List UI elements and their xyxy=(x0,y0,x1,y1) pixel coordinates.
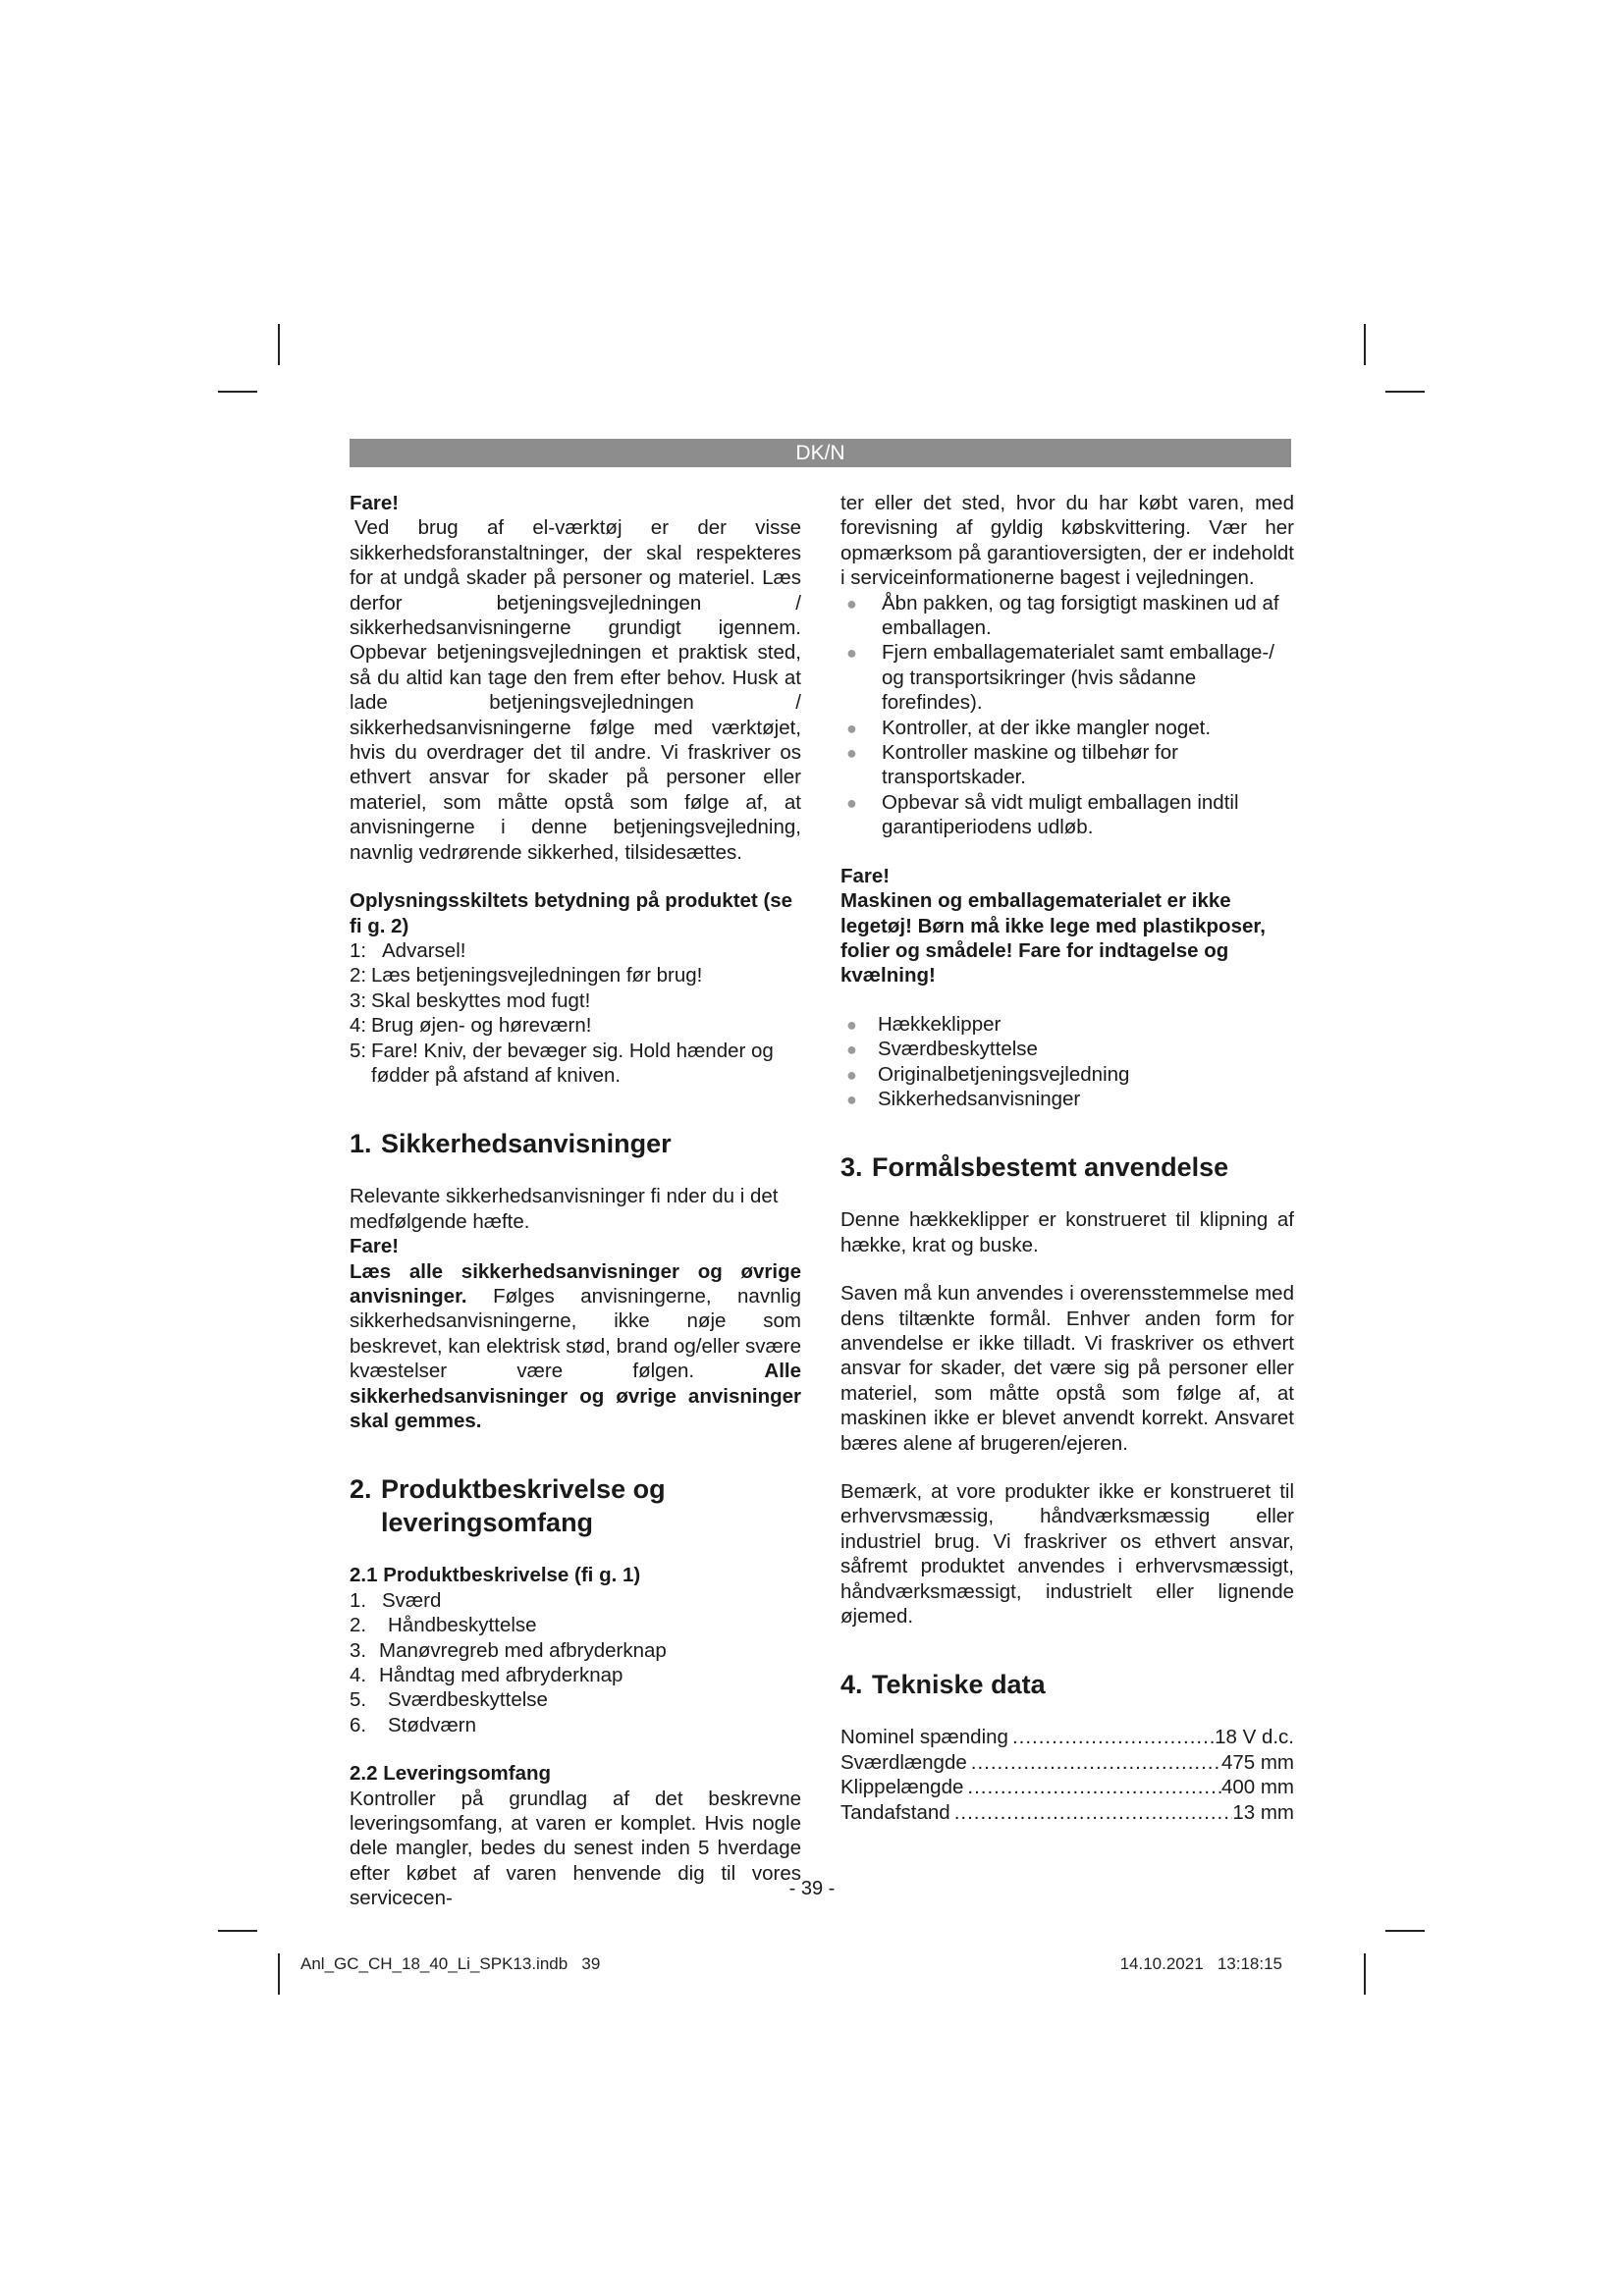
list-item: ● Fjern emballagematerialet samt emballage-/ og transportsikringer (hvis sådanne forefindes). xyxy=(846,641,1274,715)
list-item: 4. Håndtag med afbryderknap xyxy=(350,1664,623,1687)
list-item: ● Sikkerhedsanvisninger xyxy=(840,1087,1294,1111)
crop-mark xyxy=(278,324,280,365)
list-item: 5: Fare! Kniv, der bevæger sig. Hold hænder og fødder på afstand af kniven. xyxy=(350,1039,774,1087)
list-item: 3. Manøvregreb med afbryderknap xyxy=(350,1638,667,1662)
section-3-paragraph: Bemærk, at vore produkter ikke er konstrueret til erhvervsmæssig, håndværksmæssig eller industriel brug. Vi fraskriver os ethvert ansvar, såfremt produktet anvendes i erhvervsmæssigt, håndværksmæssigt, industrielt eller lignende øjemed. xyxy=(840,1480,1294,1629)
crop-mark xyxy=(218,391,257,393)
product-description-heading: 2.1 Produktbeskrivelse (fi g. 1) xyxy=(350,1564,641,1587)
list-item: ● Hækkeklipper xyxy=(840,1012,1294,1037)
list-item: 2: Læs betjeningsvejledningen før brug! xyxy=(350,964,703,988)
bullet-icon: ● xyxy=(846,1089,857,1109)
section-3-paragraph: Denne hækkeklipper er konstrueret til klipning af hække, krat og buske. xyxy=(840,1208,1294,1256)
section-1-intro: Relevante sikkerhedsanvisninger fi nder du i det medfølgende hæfte. xyxy=(350,1185,779,1233)
section-1-danger-label: Fare! xyxy=(350,1235,400,1258)
bullet-icon: ● xyxy=(846,1014,857,1035)
delivery-scope-paragraph: Kontroller på grundlag af det beskrevne leveringsomfang, at varen er komplet. Hvis nogle dele mangler, bedes du senest inden 5 hverdage efter købet af varen henvende dig til vores servicecen- xyxy=(350,1787,801,1910)
crop-mark xyxy=(1364,1953,1366,1995)
spec-row: Nominel spænding ..... 18 V d.c. xyxy=(840,1725,1294,1749)
rating-plate-heading: Oplysningsskiltets betydning på produktet (se fi g. 2) xyxy=(350,889,793,937)
list-item: 1. Sværd xyxy=(350,1588,442,1612)
crop-mark xyxy=(1364,324,1366,365)
delivery-scope-heading: 2.2 Leveringsomfang xyxy=(350,1762,552,1786)
list-item: 4: Brug øjen- og høreværn! xyxy=(350,1014,592,1038)
spec-row: Sværdlængde ..... 475 mm xyxy=(840,1750,1294,1775)
crop-mark xyxy=(1385,391,1425,393)
unpack-steps-list xyxy=(840,591,1294,840)
language-header: DK/N xyxy=(350,439,1291,467)
scope-of-delivery-list xyxy=(840,1012,1294,1112)
product-parts-list xyxy=(350,1588,801,1737)
bullet-icon: ● xyxy=(846,643,857,664)
crop-mark xyxy=(278,1953,280,1995)
footer-timestamp: 14.10.2021 13:18:15 xyxy=(1119,1954,1282,1973)
list-item: ● Opbevar så vidt muligt emballagen indtil garantiperiodens udløb. xyxy=(846,790,1239,839)
danger-heading: Fare! xyxy=(350,492,400,514)
bullet-icon: ● xyxy=(846,593,857,614)
list-item: ● Sværdbeskyttelse xyxy=(840,1037,1294,1061)
list-item: 6. Stødværn xyxy=(350,1713,476,1736)
section-2-heading: 2. Produktbeskrivelse og leveringsomfang xyxy=(350,1474,666,1538)
right-column xyxy=(840,491,1294,1825)
spec-row: Tandafstand ..... 13 mm xyxy=(840,1800,1294,1825)
continued-paragraph: ter eller det sted, hvor du har købt varen, med forevisning af gyldig købskvittering. Vær her opmærksom på garantioversigten, der er indeholdt i serviceinformationerne bagest i vejledningen. xyxy=(840,492,1294,590)
crop-mark xyxy=(218,1930,257,1932)
list-item: 2. Håndbeskyttelse xyxy=(350,1614,537,1637)
list-item: 3: Skal beskyttes mod fugt! xyxy=(350,988,591,1012)
section-1-paragraph: Læs alle sikkerhedsanvisninger og øvrige anvisninger. Følges anvisningerne, navnlig sikkerhedsanvisningerne, ikke nøje som beskrevet, kan elektrisk stød, brand og/eller svære kvæstelser være følgen. Alle sikkerhedsanvisninger og øvrige anvisninger skal gemmes. xyxy=(350,1259,801,1432)
bullet-icon: ● xyxy=(846,1040,857,1060)
section-3-paragraph: Saven må kun anvendes i overensstemmelse med dens tiltænkte formål. Enhver anden form for anvendelse er ikke tilladt. Vi fraskriver os ethvert ansvar for skader, det være sig på personer eller materiel, som måtte opstå som følge af, at maskinen ikke er blevet anvendt korrekt. Ansvaret bæres alene af brugeren/ejeren. xyxy=(840,1282,1294,1455)
section-1-heading: 1. Sikkerhedsanvisninger xyxy=(350,1129,672,1159)
list-item: ● Kontroller maskine og tilbehør for transportskader. xyxy=(846,741,1178,789)
bullet-icon: ● xyxy=(846,1064,857,1085)
footer-file-name: Anl_GC_CH_18_40_Li_SPK13.indb 39 xyxy=(300,1954,601,1973)
left-column xyxy=(350,491,801,1911)
crop-mark xyxy=(1385,1930,1425,1932)
list-item: 5. Sværdbeskyttelse xyxy=(350,1688,548,1712)
technical-data-table xyxy=(840,1725,1294,1825)
page-number: - 39 - xyxy=(788,1878,836,1899)
spec-row: Klippelængde ..... 400 mm xyxy=(840,1775,1294,1799)
list-item: ● Åbn pakken, og tag forsigtigt maskinen ud af emballagen. xyxy=(846,591,1279,640)
bullet-icon: ● xyxy=(846,718,857,738)
danger-warning-text: Maskinen og emballagematerialet er ikke legetøj! Børn må ikke lege med plastikposer, folier og smådele! Fare for indtagelse og kvælning! xyxy=(840,889,1266,988)
bullet-icon: ● xyxy=(846,792,857,813)
danger-heading: Fare! xyxy=(840,864,891,887)
list-item: 1: Advarsel! xyxy=(350,938,466,962)
rating-plate-list xyxy=(350,938,801,1088)
bullet-icon: ● xyxy=(846,743,857,764)
list-item: ● Originalbetjeningsvejledning xyxy=(840,1062,1294,1087)
section-3-heading: 3. Formålsbestemt anvendelse xyxy=(840,1152,1229,1183)
list-item: ● Kontroller, at der ikke mangler noget. xyxy=(840,716,1294,740)
danger-paragraph: Ved brug af el-værktøj er der visse sikkerhedsforanstaltninger, der skal respekteres for at undgå skader på personer og materiel. Læs derfor betjeningsvejledningen / sikkerhedsanvisningerne grundigt igennem. Opbevar betjeningsvejledningen et praktisk sted, så du altid kan tage den frem efter behov. Husk at lade betjeningsvejledningen / sikkerhedsanvisningerne følge med værktøjet, hvis du overdrager det til andre. Vi fraskriver os ethvert ansvar for skader på personer eller materiel, som måtte opstå som følge af, at anvisningerne i denne betjeningsvejledning, navnlig vedrørende sikkerhed, tilsidesættes. xyxy=(350,516,801,864)
section-4-heading: 4. Tekniske data xyxy=(840,1670,1046,1700)
